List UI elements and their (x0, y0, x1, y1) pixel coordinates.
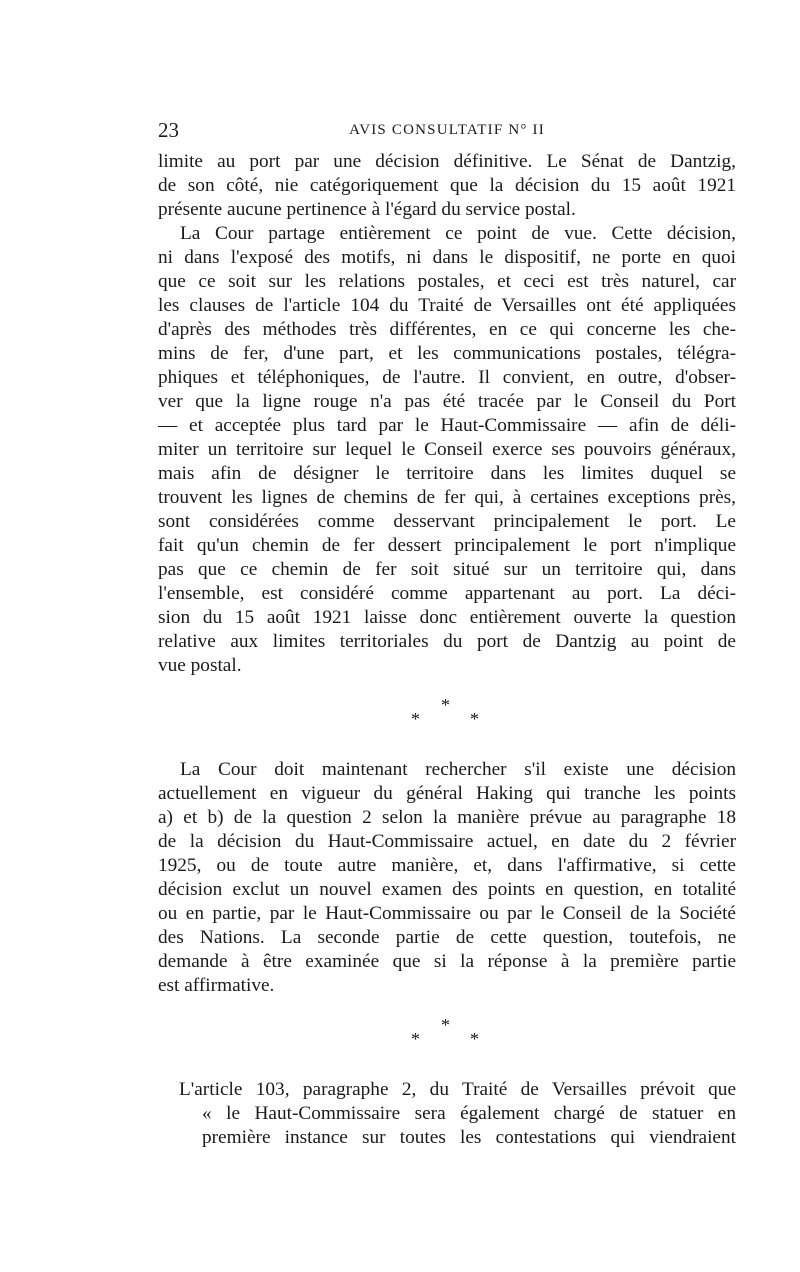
text-line: que ce soit sur les relations postales, et ceci est très naturel, car (158, 271, 736, 292)
text-line: mins de fer, d'une part, et les communications postales, télégra- (158, 343, 736, 364)
asterisk-mark: * (470, 709, 479, 729)
text-line: des Nations. La seconde partie de cette question, toutefois, ne (158, 927, 736, 948)
text-line: actuellement en vigueur du général Haking qui tranche les points (158, 783, 736, 804)
section-separator (158, 1012, 736, 1066)
text-line: fait qu'un chemin de fer dessert principalement le port n'implique (158, 535, 736, 556)
paragraph-article-103 (158, 1078, 736, 1150)
section-separator (158, 692, 736, 746)
asterisk-mark: * (470, 1029, 479, 1049)
text-line: a) et b) de la question 2 selon la manière prévue au paragraphe 18 (158, 807, 736, 828)
text-line: La Cour doit maintenant rechercher s'il existe une décision (180, 759, 736, 780)
text-line: vue postal. (158, 655, 242, 676)
text-line: ver que la ligne rouge n'a pas été tracée par le Conseil du Port (158, 391, 736, 412)
text-line: ou en partie, par le Haut-Commissaire ou par le Conseil de la Société (158, 903, 736, 924)
paragraph-continuation (158, 150, 736, 222)
text-line: sion du 15 août 1921 laisse donc entièrement ouverte la question (158, 607, 736, 628)
paragraph-cour-partage (158, 222, 736, 678)
text-line: demande à être examinée que si la réponse à la première partie (158, 951, 736, 972)
text-line: phiques et téléphoniques, de l'autre. Il convient, en outre, d'obser- (158, 367, 736, 388)
document-body (158, 150, 736, 1150)
text-line: sont considérées comme desservant principalement le port. Le (158, 511, 736, 532)
text-line: pas que ce chemin de fer soit situé sur un territoire qui, dans (158, 559, 736, 580)
paragraph-cour-doit (158, 758, 736, 998)
text-line: trouvent les lignes de chemins de fer qui, à certaines exceptions près, (158, 487, 736, 508)
text-line: l'ensemble, est considéré comme appartenant au port. La déci- (158, 583, 736, 604)
asterisk-mark: * (441, 1015, 450, 1035)
text-line: est affirmative. (158, 975, 275, 996)
text-line: décision exclut un nouvel examen des points en question, en totalité (158, 879, 736, 900)
text-line: de son côté, nie catégoriquement que la décision du 15 août 1921 (158, 175, 736, 196)
asterisk-mark: * (411, 709, 420, 729)
running-header (158, 117, 736, 143)
page-number: 23 (158, 118, 179, 142)
text-line: miter un territoire sur lequel le Conseil exerce ses pouvoirs généraux, (158, 439, 736, 460)
asterisk-mark: * (411, 1029, 420, 1049)
text-line: les clauses de l'article 104 du Traité de Versailles ont été appliquées (158, 295, 736, 316)
text-line: — et acceptée plus tard par le Haut-Commissaire — afin de déli- (158, 415, 736, 436)
text-line: relative aux limites territoriales du port de Dantzig au point de (158, 631, 736, 652)
text-line: d'après des méthodes très différentes, en ce qui concerne les che- (158, 319, 736, 340)
text-line: ni dans l'exposé des motifs, ni dans le dispositif, ne porte en quoi (158, 247, 736, 268)
quoted-text-line: « le Haut-Commissaire sera également chargé de statuer en (202, 1103, 736, 1124)
text-line: mais afin de désigner le territoire dans les limites duquel se (158, 463, 736, 484)
text-line: L'article 103, paragraphe 2, du Traité de Versailles prévoit que (179, 1079, 736, 1100)
header-title: AVIS CONSULTATIF N° II (349, 122, 545, 138)
quoted-text-line: première instance sur toutes les contestations qui viendraient (202, 1127, 736, 1148)
text-line: limite au port par une décision définitive. Le Sénat de Dantzig, (158, 151, 736, 172)
text-line: 1925, ou de toute autre manière, et, dans l'affirmative, si cette (158, 855, 736, 876)
text-line: La Cour partage entièrement ce point de vue. Cette décision, (180, 223, 736, 244)
asterisk-mark: * (441, 695, 450, 715)
text-line: de la décision du Haut-Commissaire actuel, en date du 2 février (158, 831, 736, 852)
text-line: présente aucune pertinence à l'égard du service postal. (158, 199, 576, 220)
